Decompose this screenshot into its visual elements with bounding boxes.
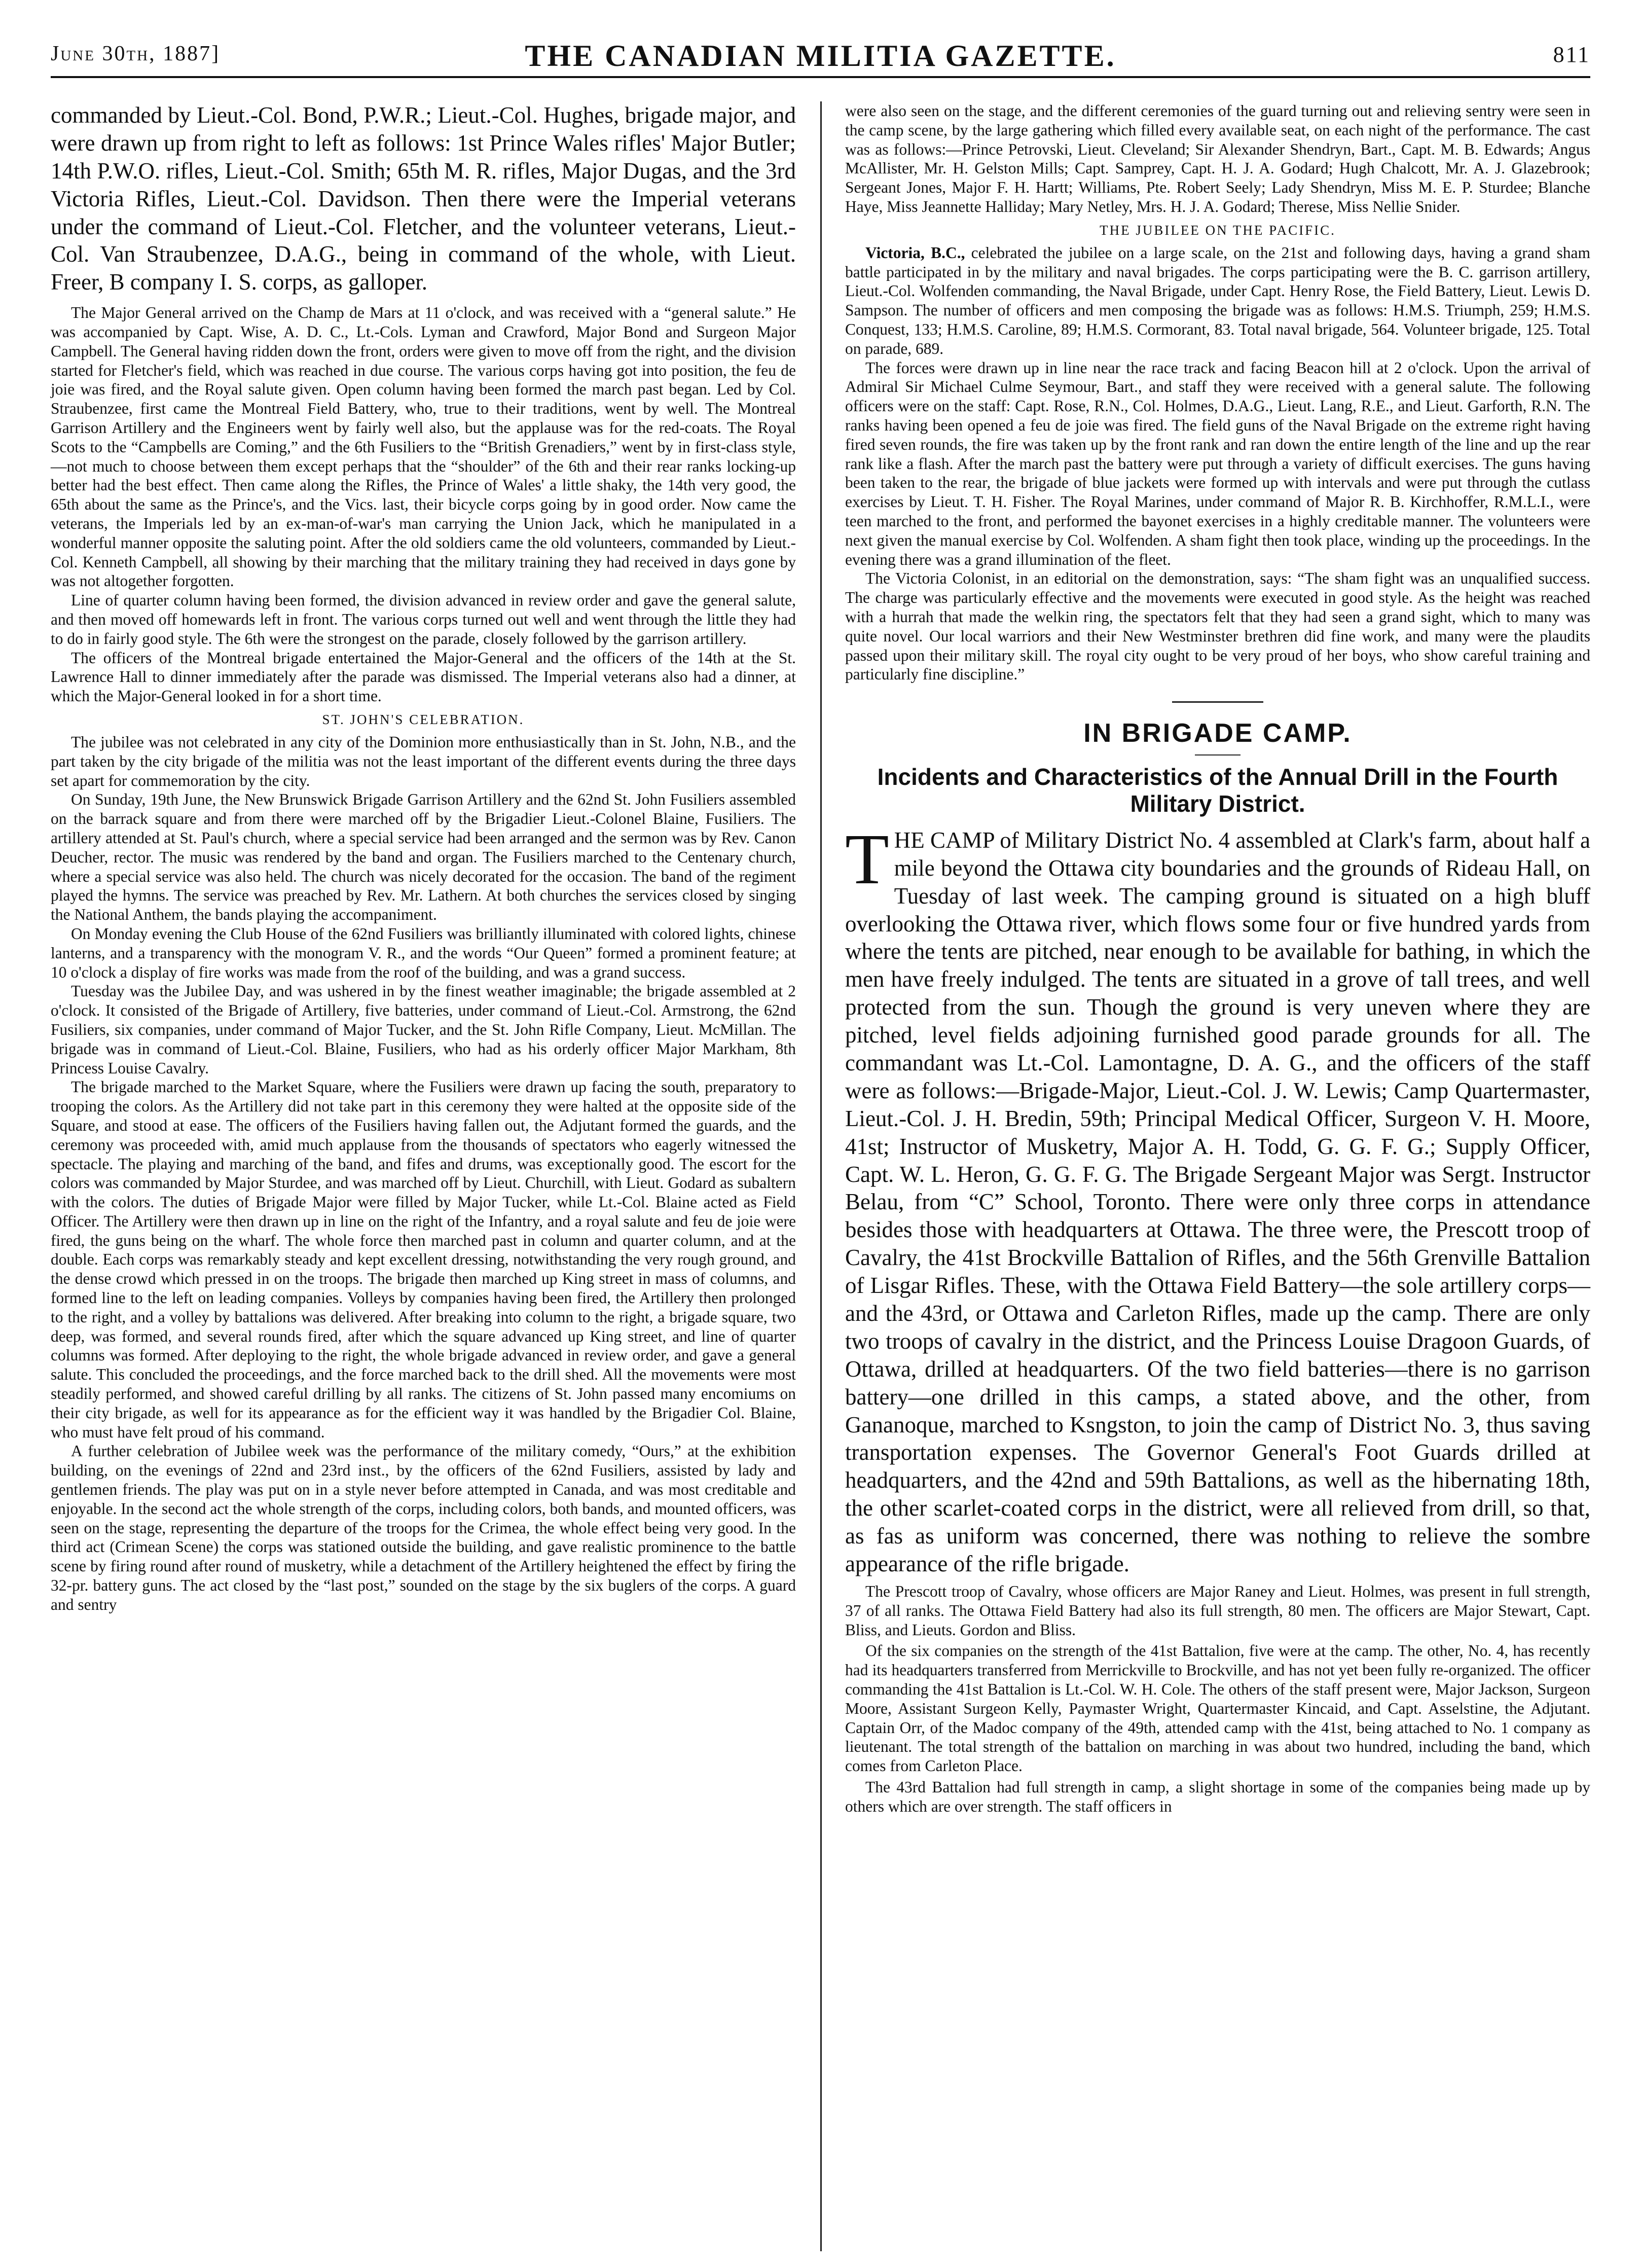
- issue-date: June 30th, 1887]: [51, 42, 221, 65]
- military-comedy-paragraph: A further celebration of Jubilee week was the performance of the military comedy, “Ours,” at the exhibition building, on the evenings of 22nd and 23rd inst., by the officers of the 62nd Fusiliers, assisted by lady and gentlemen friends. The play was put on in a style never before attempted in Canada, and was most creditable and enjoyable. In the second act the whole strength of the corps, including colors, both bands, and mounted officers, was seen on the stage, representing the departure of the troops for the Crimea, the whole effect being very good. In the third act (Crimean Scene) the corps was stationed outside the building, and gave realistic prominence to the battle scene by firing round after round of musketry, while a detachment of the Artillery heightened the effect by firing the 32-pr. battery guns. The act closed by the “last post,” sounded on the stage by the six buglers of the corps. A guard and sentry: [51, 1442, 796, 1613]
- market-square-paragraph: The brigade marched to the Market Square, where the Fusiliers were drawn up facing the south, preparatory to trooping the colors. As the Artillery did not take part in this ceremony they were halted at the opposite side of the Square, and stood at ease. The officers of the Fusiliers having fallen out, the Adjutant formed the guards, and the ceremony was proceeded with, amid much applause from the thousands of spectators who eagerly witnessed the spectacle. The playing and marching of the band, and fifes and drums, was exceptionally good. The escort for the colors was commanded by Major Sturdee, and was marched off by Lieut. Churchill, with Lieut. Godard as subaltern with the colors. The duties of Brigade Major were filled by Major Tucker, while Lt.-Col. Blaine acted as Field Officer. The Artillery were then drawn up in line on the right of the Infantry, and a royal salute and feu de joie were fired, the guns being on the wharf. The whole force then marched past in column and quarter column, and at the double. Each corps was remarkably steady and kept excellent dressing, notwithstanding the very rough ground, and the dense crowd which pressed in on the troops. The brigade then marched up King street in mass of columns, and formed line to the left on leading companies. Volleys by companies having been fired, the Artillery then prolonged to the right, and a volley by battalions was delivered. After breaking into column to the right, a brigade square, two deep, was formed, and several rounds fired, after which the square advanced up King street, and line of quarter columns was formed. After deploying to the right, the whole brigade advanced in review order, and gave a general salute. This concluded the proceedings, and the force marched back to the drill shed. All the movements were most steadily performed, and showed careful drilling by all ranks. The citizens of St. John passed many encomiums on their city brigade, as well for its appearance as for the efficient way it was handled by the Brigadier Col. Blaine, who must have felt proud of his command.: [51, 1078, 796, 1441]
- running-head: [51, 35, 1590, 78]
- victoria-text: celebrated the jubilee on a large scale, on the 21st and following days, having a grand sham battle participated in by the military and naval brigades. The corps participating were the B. C. garrison artillery, Lieut.-Col. Wolfenden commanding, the Naval Brigade, under Capt. Henry Rose, the Field Battery, Lieut. Lewis D. Sampson. The number of officers and men composing the brigade was as follows: H.M.S. Triumph, 259; H.M.S. Conquest, 133; H.M.S. Caroline, 89; H.M.S. Cormorant, 83. Total naval brigade, 564. Volunteer brigade, 125. Total on parade, 689.: [845, 243, 1590, 357]
- st-john-subhead: ST. JOHN'S CELEBRATION.: [322, 711, 525, 727]
- title-rule: [1195, 754, 1241, 755]
- officers-dinner-paragraph: The officers of the Montreal brigade entertained the Major-General and the officers of the 14th at the St. Lawrence Hall to dinner immediately after the parade was dismissed. The Imperial veterans also had a dinner, at which the Major-General looked in for a short time.: [51, 649, 796, 705]
- page-number: 811: [1553, 42, 1590, 67]
- major-general-paragraph: The Major General arrived on the Champ de Mars at 11 o'clock, and was received with a “general salute.” He was accompanied by Capt. Wise, A. D. C., Lt.-Cols. Lyman and Crawford, Major Bond and Surgeon Major Campbell. The General having ridden down the front, orders were given to move off from the right, and the division started for Fletcher's field, which was reached in due course. The various corps having got into position, the feu de joie was fired, and the Royal salute given. Open column having been formed the march past began. Led by Col. Straubenzee, first came the Montreal Field Battery, who, true to their traditions, went by well. The Montreal Garrison Artillery and the Engineers went by fairly well also, but the applause was for the red-coats. The Royal Scots to the “Campbells are Coming,” and the 6th Fusiliers to the “British Grenadiers,” went by in first-class style,—not much to choose between them except perhaps that the “shoulder” of the 6th and their rear ranks locking-up better had the best effect. Then came along the Rifles, the Prince of Wales' a little shaky, the 14th very good, the 65th about the same as the Prince's, and the Vics. last, their bicycle corps going by in good order. Now came the veterans, the Imperials led by an ex-man-of-war's man carrying the Union Jack, which he manipulated in a wonderful manner opposite the saluting point. After the old soldiers came the old volunteers, commanded by Lieut.-Col. Kenneth Campbell, all showing by their marching that the military training they had received in days gone by was not altogether forgotten.: [51, 304, 796, 590]
- pacific-subhead: THE JUBILEE ON THE PACIFIC.: [1100, 222, 1336, 238]
- jubilee-day-paragraph: Tuesday was the Jubilee Day, and was ushered in by the finest weather imaginable; the brigade assembled at 2 o'clock. It consisted of the Brigade of Artillery, five batteries, under command of Lieut.-Col. Armstrong, the 62nd Fusiliers, six companies, under command of Major Tucker, and the St. John Rifle Company, Lieut. McMillan. The brigade was in command of Lieut.-Col. Blaine, Fusiliers, who had as his orderly officer Major Markham, 8th Princess Louise Cavalry.: [51, 982, 796, 1077]
- battalion-41st-paragraph: Of the six companies on the strength of the 41st Battalion, five were at the camp. The other, No. 4, has recently had its headquarters transferred from Merrickville to Brockville, and has not yet been fully re-organized. The officer commanding the 41st Battalion is Lt.-Col. W. H. Cole. The others of the staff present were, Major Jackson, Surgeon Moore, Assistant Surgeon Kelly, Paymaster Wright, Quartermaster Kincaid, and Capt. Asselstine, the Adjutant. Captain Orr, of the Madoc company of the 49th, attended camp with the 41st, being attached to No. 1 company as lieutenant. The total strength of the battalion on marching in was about two hundred, including the band, which comes from Carleton Place.: [845, 1642, 1590, 1775]
- column-divider: [820, 101, 822, 2251]
- article-subtitle: Incidents and Characteristics of the Annual Drill in the Fourth Military District.: [877, 764, 1558, 817]
- publication-title: THE CANADIAN MILITIA GAZETTE.: [525, 39, 1116, 73]
- monday-paragraph: On Monday evening the Club House of the 62nd Fusiliers was brilliantly illuminated with colored lights, chinese lanterns, and a transparency with the monogram V. R., and the words “Our Queen” formed a prominent feature; at 10 o'clock a display of fire works was made from the roof of the building, and was a grand success.: [51, 924, 796, 981]
- victoria-place-name: Victoria, B.C.,: [865, 243, 965, 262]
- two-column-body: [51, 101, 1590, 2251]
- camp-lede-paragraph: [845, 818, 1590, 1578]
- quarter-column-paragraph: Line of quarter column having been formed, the division advanced in review order and gave the general salute, and then moved off homewards left in front. The various corps turned out well and went through the little they had to do in fairly good style. The 6th were the strongest on the parade, closely followed by the garrison artillery.: [51, 591, 796, 647]
- prescott-troop-paragraph: The Prescott troop of Cavalry, whose officers are Major Raney and Lieut. Holmes, was present in full strength, 37 of all ranks. The Ottawa Field Battery had also its full strength, 80 men. The officers are Major Stewart, Capt. Bliss, and Lieuts. Gordon and Bliss.: [845, 1582, 1590, 1639]
- race-track-paragraph: The forces were drawn up in line near the race track and facing Beacon hill at 2 o'clock. Upon the arrival of Admiral Sir Michael Culme Seymour, Bart., and staff they were received with a general salute. The following officers were on the staff: Capt. Rose, R.N., Col. Holmes, D.A.G., Lieut. Lang, R.E., and Lieut. Garforth, R.N. The ranks having been opened a feu de joie was fired. The field guns of the Naval Brigade on the extreme right having fired seven rounds, the fire was taken up by the front rank and ran down the entire length of the line and up the rear rank like a flash. After the march past the battery were put through a variety of difficult exercises. The guns having been taken to the rear, the brigade of blue jackets were formed up with intervals and were put through the cutlass exercises by Lieut. T. H. Fisher. The Royal Marines, under command of Major R. B. Kirchhoffer, R.M.L.I., were teen marched to the front, and performed the bayonet exercises in a highly creditable manner. The volunteers were next given the manual exercise by Col. Wolfenden. A sham fight then took place, winding up the proceedings. In the evening there was a grand illumination of the fleet.: [845, 358, 1590, 568]
- camp-lede-text: HE CAMP of Military District No. 4 assembled at Clark's farm, about half a mile beyond the Ottawa city boundaries and the grounds of Rideau Hall, on Tuesday of last week. The camping ground is situated on a high bluff overlooking the Ottawa river, which flows some four or five hundred yards from where the tents are pitched, near enough to be available for bathing, in which the men have freely indulged. The tents are situated in a grove of tall trees, and well protected from the sun. Though the ground is very uneven where they are pitched, level fields adjoining furnished good parade grounds for all. The commandant was Lt.-Col. Lamontagne, D. A. G., and the officers of the staff were as follows:—Brigade-Major, Lieut.-Col. J. W. Lewis; Camp Quartermaster, Lieut.-Col. J. H. Bredin, 59th; Principal Medical Officer, Surgeon V. H. Moore, 41st; Instructor of Musketry, Major A. H. Todd, G. G. F. G.; Supply Officer, Capt. W. L. Heron, G. G. F. G. The Brigade Sergeant Major was Sergt. Instructor Belau, from “C” School, Toronto. There were only three corps in attendance besides those with headquarters at Ottawa. The three were, the Prescott troop of Cavalry, the 41st Brockville Battalion of Rifles, and the 56th Grenville Battalion of Lisgar Rifles. These, with the Ottawa Field Battery—the sole artillery corps—and the 43rd, or Ottawa and Carleton Rifles, made up the camp. There are only two troops of cavalry in the district, and the Princess Louise Dragoon Guards, of Ottawa, drilled at headquarters. Of the two field batteries—there is no garrison battery—one drilled in this camps, a stated above, and the other, from Gananoque, marched to Ksngston, to join the camp of District No. 3, thus saving transportation expenses. The Governor General's Foot Guards drilled at headquarters, and the 42nd and 59th Battalions, as well as the hibernating 18th, the other scarlet-coated corps in the district, were all relieved from drill, so that, as fas as uniform was concerned, there was nothing to relieve the sombre appearance of the rifle brigade.: [845, 827, 1590, 1577]
- battalion-43rd-paragraph: The 43rd Battalion had full strength in camp, a slight shortage in some of the companies being made up by others which are over strength. The staff officers in: [845, 1778, 1590, 1815]
- cast-paragraph: were also seen on the stage, and the different ceremonies of the guard turning out and relieving sentry were seen in the camp scene, by the large gathering which filled every available seat, on each night of the performance. The cast was as follows:—Prince Petrovski, Lieut. Cleveland; Sir Alexander Shendryn, Bart., Capt. M. B. Edwards; Angus McAllister, Mr. H. Gelston Mills; Capt. Samprey, Capt. H. J. A. Godard; Hugh Chalcott, Mr. A. J. Glazebrook; Sergeant Jones, Major F. H. Hartt; Williams, Pte. Robert Seely; Lady Shendryn, Miss M. E. P. Sturdee; Blanche Haye, Miss Jeannette Halliday; Mary Netley, Mrs. H. J. A. Godard; Therese, Miss Nellie Snider.: [845, 102, 1590, 215]
- st-john-intro-paragraph: The jubilee was not celebrated in any city of the Dominion more enthusiastically than in St. John, N.B., and the part taken by the city brigade of the militia was not the least important of the different events during the three days set apart for commemoration by the city.: [51, 733, 796, 789]
- sunday-paragraph: On Sunday, 19th June, the New Brunswick Brigade Garrison Artillery and the 62nd St. John Fusiliers assembled on the barrack square and from there were marched off by the Brigadier Lieut.-Colonel Blaine, Fusiliers. The artillery attended at St. Paul's church, where a special service had been arranged and the sermon was by Rev. Canon Deucher, rector. The music was rendered by the band and organ. The Fusiliers marched to the Centenary church, where a special service was also held. The church was nicely decorated for the occasion. The band of the regiment played the hymns. The service was preached by Rev. Mr. Lathern. At both churches the services closed by singing the National Anthem, the bands playing the accompaniment.: [51, 790, 796, 924]
- article-title: IN BRIGADE CAMP.: [1083, 718, 1352, 748]
- left-column: [51, 101, 796, 1614]
- colonist-editorial-paragraph: The Victoria Colonist, in an editorial on the demonstration, says: “The sham fight was an unqualified success. The charge was particularly effective and the movements were executed in good style. As the height was reached with a hurrah that made the welkin ring, the spectators felt that they had seen a grand sight, which to many was quite novel. Our local warriors and their New Westminster brethren did fine work, and many were the plaudits passed upon their military skill. The royal city ought to be very proud of her boys, who show careful training and particularly fine discipline.”: [845, 569, 1590, 683]
- montreal-parade-lede: commanded by Lieut.-Col. Bond, P.W.R.; Lieut.-Col. Hughes, brigade major, and were drawn up from right to left as follows: 1st Prince Wales rifles' Major Butler; 14th P.W.O. rifles, Lieut.-Col. Smith; 65th M. R. rifles, Major Dugas, and the 3rd Victoria Rifles, Lieut.-Col. Davidson. Then there were the Imperial veterans under the command of Lieut.-Col. Fletcher, and the volunteer veterans, Lieut.-Col. Van Straubenzee, D.A.G., being in command of the whole, with Lieut. Freer, B company I. S. corps, as galloper.: [51, 102, 796, 295]
- drop-cap: T: [845, 818, 889, 899]
- victoria-paragraph: [845, 243, 1590, 358]
- section-rule: [1172, 701, 1263, 703]
- right-column: [845, 101, 1590, 1818]
